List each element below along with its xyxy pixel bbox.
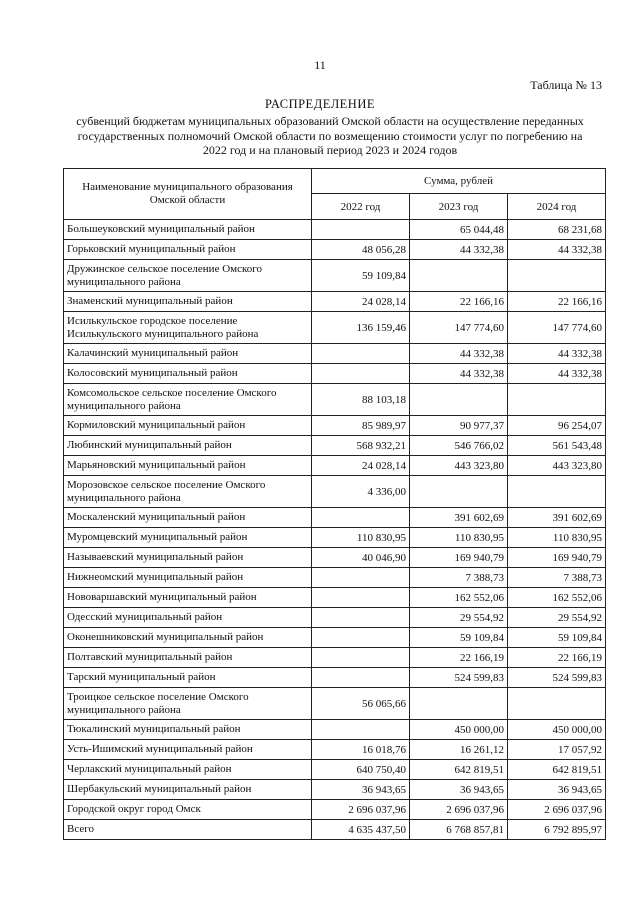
document-subtitle: субвенций бюджетам муниципальных образований Омской области на осуществление переданных государственных полномочий Омской области по возмещению стоимости услуг по погребению на 2022 год и на плановый период 2023 и 2024 годов xyxy=(76,114,584,157)
municipality-name: Усть-Ишимский муниципальный район xyxy=(64,740,312,760)
header-name-column: Наименование муниципального образования Омской области xyxy=(64,169,312,220)
municipality-name: Полтавский муниципальный район xyxy=(64,648,312,668)
value-2022 xyxy=(312,344,410,364)
table-label: Таблица № 13 xyxy=(530,78,602,92)
municipality-name: Оконешниковский муниципальный район xyxy=(64,628,312,648)
municipality-name: Москаленский муниципальный район xyxy=(64,508,312,528)
table-row xyxy=(64,548,606,568)
municipality-name: Исилькульское городское поселение Исилькульского муниципального района xyxy=(64,312,312,344)
value-2022: 640 750,40 xyxy=(312,760,410,780)
table-row xyxy=(64,476,606,508)
value-2024: 22 166,16 xyxy=(508,292,606,312)
table-row xyxy=(64,628,606,648)
value-2023 xyxy=(410,688,508,720)
value-2024: 59 109,84 xyxy=(508,628,606,648)
table-row xyxy=(64,608,606,628)
municipality-name: Знаменский муниципальный район xyxy=(64,292,312,312)
header-year-2023: 2023 год xyxy=(410,194,508,220)
value-2022: 24 028,14 xyxy=(312,456,410,476)
value-2022: 2 696 037,96 xyxy=(312,800,410,820)
value-2022 xyxy=(312,720,410,740)
municipality-name: Нижнеомский муниципальный район xyxy=(64,568,312,588)
value-2024: 22 166,19 xyxy=(508,648,606,668)
value-2024: 44 332,38 xyxy=(508,240,606,260)
value-2024: 391 602,69 xyxy=(508,508,606,528)
value-2023: 162 552,06 xyxy=(410,588,508,608)
table-row xyxy=(64,800,606,820)
value-2023: 391 602,69 xyxy=(410,508,508,528)
value-2022 xyxy=(312,648,410,668)
value-2024: 44 332,38 xyxy=(508,344,606,364)
value-2023: 44 332,38 xyxy=(410,364,508,384)
value-2024: 17 057,92 xyxy=(508,740,606,760)
value-2024 xyxy=(508,688,606,720)
value-2024 xyxy=(508,476,606,508)
value-2022 xyxy=(312,220,410,240)
value-2023: 22 166,19 xyxy=(410,648,508,668)
municipality-name: Калачинский муниципальный район xyxy=(64,344,312,364)
table-row xyxy=(64,384,606,416)
value-2022: 568 932,21 xyxy=(312,436,410,456)
value-2024 xyxy=(508,384,606,416)
municipality-name: Шербакульский муниципальный район xyxy=(64,780,312,800)
value-2023: 22 166,16 xyxy=(410,292,508,312)
municipality-name: Марьяновский муниципальный район xyxy=(64,456,312,476)
municipality-name: Большеуковский муниципальный район xyxy=(64,220,312,240)
value-2022: 48 056,28 xyxy=(312,240,410,260)
table-row xyxy=(64,436,606,456)
value-2022 xyxy=(312,364,410,384)
value-2022: 59 109,84 xyxy=(312,260,410,292)
municipality-name: Черлакский муниципальный район xyxy=(64,760,312,780)
table-row xyxy=(64,820,606,840)
value-2023: 524 599,83 xyxy=(410,668,508,688)
document-title: РАСПРЕДЕЛЕНИЕ xyxy=(264,97,375,111)
value-2022: 88 103,18 xyxy=(312,384,410,416)
table-row xyxy=(64,240,606,260)
municipality-name: Тюкалинский муниципальный район xyxy=(64,720,312,740)
municipality-name: Комсомольское сельское поселение Омского муниципального района xyxy=(64,384,312,416)
value-2024: 68 231,68 xyxy=(508,220,606,240)
value-2023: 169 940,79 xyxy=(410,548,508,568)
table-row xyxy=(64,364,606,384)
value-2024: 147 774,60 xyxy=(508,312,606,344)
value-2023: 110 830,95 xyxy=(410,528,508,548)
value-2024 xyxy=(508,260,606,292)
value-2022 xyxy=(312,508,410,528)
value-2024: 162 552,06 xyxy=(508,588,606,608)
value-2024: 6 792 895,97 xyxy=(508,820,606,840)
value-2022: 56 065,66 xyxy=(312,688,410,720)
value-2023: 90 977,37 xyxy=(410,416,508,436)
table-row xyxy=(64,416,606,436)
value-2024: 29 554,92 xyxy=(508,608,606,628)
table-row xyxy=(64,760,606,780)
municipality-name: Колосовский муниципальный район xyxy=(64,364,312,384)
table-row xyxy=(64,720,606,740)
value-2023: 29 554,92 xyxy=(410,608,508,628)
value-2022 xyxy=(312,668,410,688)
municipality-name: Тарский муниципальный район xyxy=(64,668,312,688)
value-2024: 36 943,65 xyxy=(508,780,606,800)
value-2022: 16 018,76 xyxy=(312,740,410,760)
value-2023: 2 696 037,96 xyxy=(410,800,508,820)
table-row xyxy=(64,740,606,760)
value-2024: 96 254,07 xyxy=(508,416,606,436)
value-2023: 443 323,80 xyxy=(410,456,508,476)
value-2024: 642 819,51 xyxy=(508,760,606,780)
municipality-name: Кормиловский муниципальный район xyxy=(64,416,312,436)
value-2024: 443 323,80 xyxy=(508,456,606,476)
value-2024: 44 332,38 xyxy=(508,364,606,384)
municipality-name: Всего xyxy=(64,820,312,840)
value-2022 xyxy=(312,628,410,648)
municipality-name: Называевский муниципальный район xyxy=(64,548,312,568)
value-2024: 169 940,79 xyxy=(508,548,606,568)
value-2022 xyxy=(312,588,410,608)
value-2024: 7 388,73 xyxy=(508,568,606,588)
municipality-name: Одесский муниципальный район xyxy=(64,608,312,628)
value-2023: 6 768 857,81 xyxy=(410,820,508,840)
value-2023: 7 388,73 xyxy=(410,568,508,588)
municipality-name: Горьковский муниципальный район xyxy=(64,240,312,260)
value-2022 xyxy=(312,568,410,588)
value-2023: 147 774,60 xyxy=(410,312,508,344)
table-row xyxy=(64,528,606,548)
value-2023: 546 766,02 xyxy=(410,436,508,456)
table-row xyxy=(64,648,606,668)
value-2023: 36 943,65 xyxy=(410,780,508,800)
value-2023: 642 819,51 xyxy=(410,760,508,780)
municipality-name: Любинский муниципальный район xyxy=(64,436,312,456)
table-body xyxy=(64,220,606,840)
value-2022: 136 159,46 xyxy=(312,312,410,344)
table-row xyxy=(64,668,606,688)
municipality-name: Нововаршавский муниципальный район xyxy=(64,588,312,608)
table-row xyxy=(64,344,606,364)
value-2022: 24 028,14 xyxy=(312,292,410,312)
municipality-name: Дружинское сельское поселение Омского муниципального района xyxy=(64,260,312,292)
table-row xyxy=(64,568,606,588)
value-2023 xyxy=(410,384,508,416)
table-row xyxy=(64,220,606,240)
value-2023 xyxy=(410,260,508,292)
value-2024: 561 543,48 xyxy=(508,436,606,456)
value-2023: 44 332,38 xyxy=(410,240,508,260)
value-2022: 4 635 437,50 xyxy=(312,820,410,840)
table-row xyxy=(64,456,606,476)
header-year-2024: 2024 год xyxy=(508,194,606,220)
page-number: 11 xyxy=(314,58,326,72)
value-2022 xyxy=(312,608,410,628)
table-row xyxy=(64,780,606,800)
value-2024: 2 696 037,96 xyxy=(508,800,606,820)
value-2023: 16 261,12 xyxy=(410,740,508,760)
value-2023: 59 109,84 xyxy=(410,628,508,648)
value-2024: 524 599,83 xyxy=(508,668,606,688)
municipality-name: Троицкое сельское поселение Омского муниципального района xyxy=(64,688,312,720)
value-2024: 110 830,95 xyxy=(508,528,606,548)
value-2023: 44 332,38 xyxy=(410,344,508,364)
value-2022: 110 830,95 xyxy=(312,528,410,548)
table-row xyxy=(64,508,606,528)
table-row xyxy=(64,260,606,292)
value-2022: 4 336,00 xyxy=(312,476,410,508)
header-sum-group: Сумма, рублей xyxy=(312,169,606,194)
value-2023: 450 000,00 xyxy=(410,720,508,740)
header-year-2022: 2022 год xyxy=(312,194,410,220)
municipality-name: Городской округ город Омск xyxy=(64,800,312,820)
municipality-name: Муромцевский муниципальный район xyxy=(64,528,312,548)
value-2022: 36 943,65 xyxy=(312,780,410,800)
table-row xyxy=(64,312,606,344)
value-2023 xyxy=(410,476,508,508)
value-2022: 40 046,90 xyxy=(312,548,410,568)
table-row xyxy=(64,292,606,312)
distribution-table xyxy=(63,168,606,840)
value-2023: 65 044,48 xyxy=(410,220,508,240)
table-row xyxy=(64,588,606,608)
municipality-name: Морозовское сельское поселение Омского муниципального района xyxy=(64,476,312,508)
value-2022: 85 989,97 xyxy=(312,416,410,436)
table-row xyxy=(64,688,606,720)
value-2024: 450 000,00 xyxy=(508,720,606,740)
